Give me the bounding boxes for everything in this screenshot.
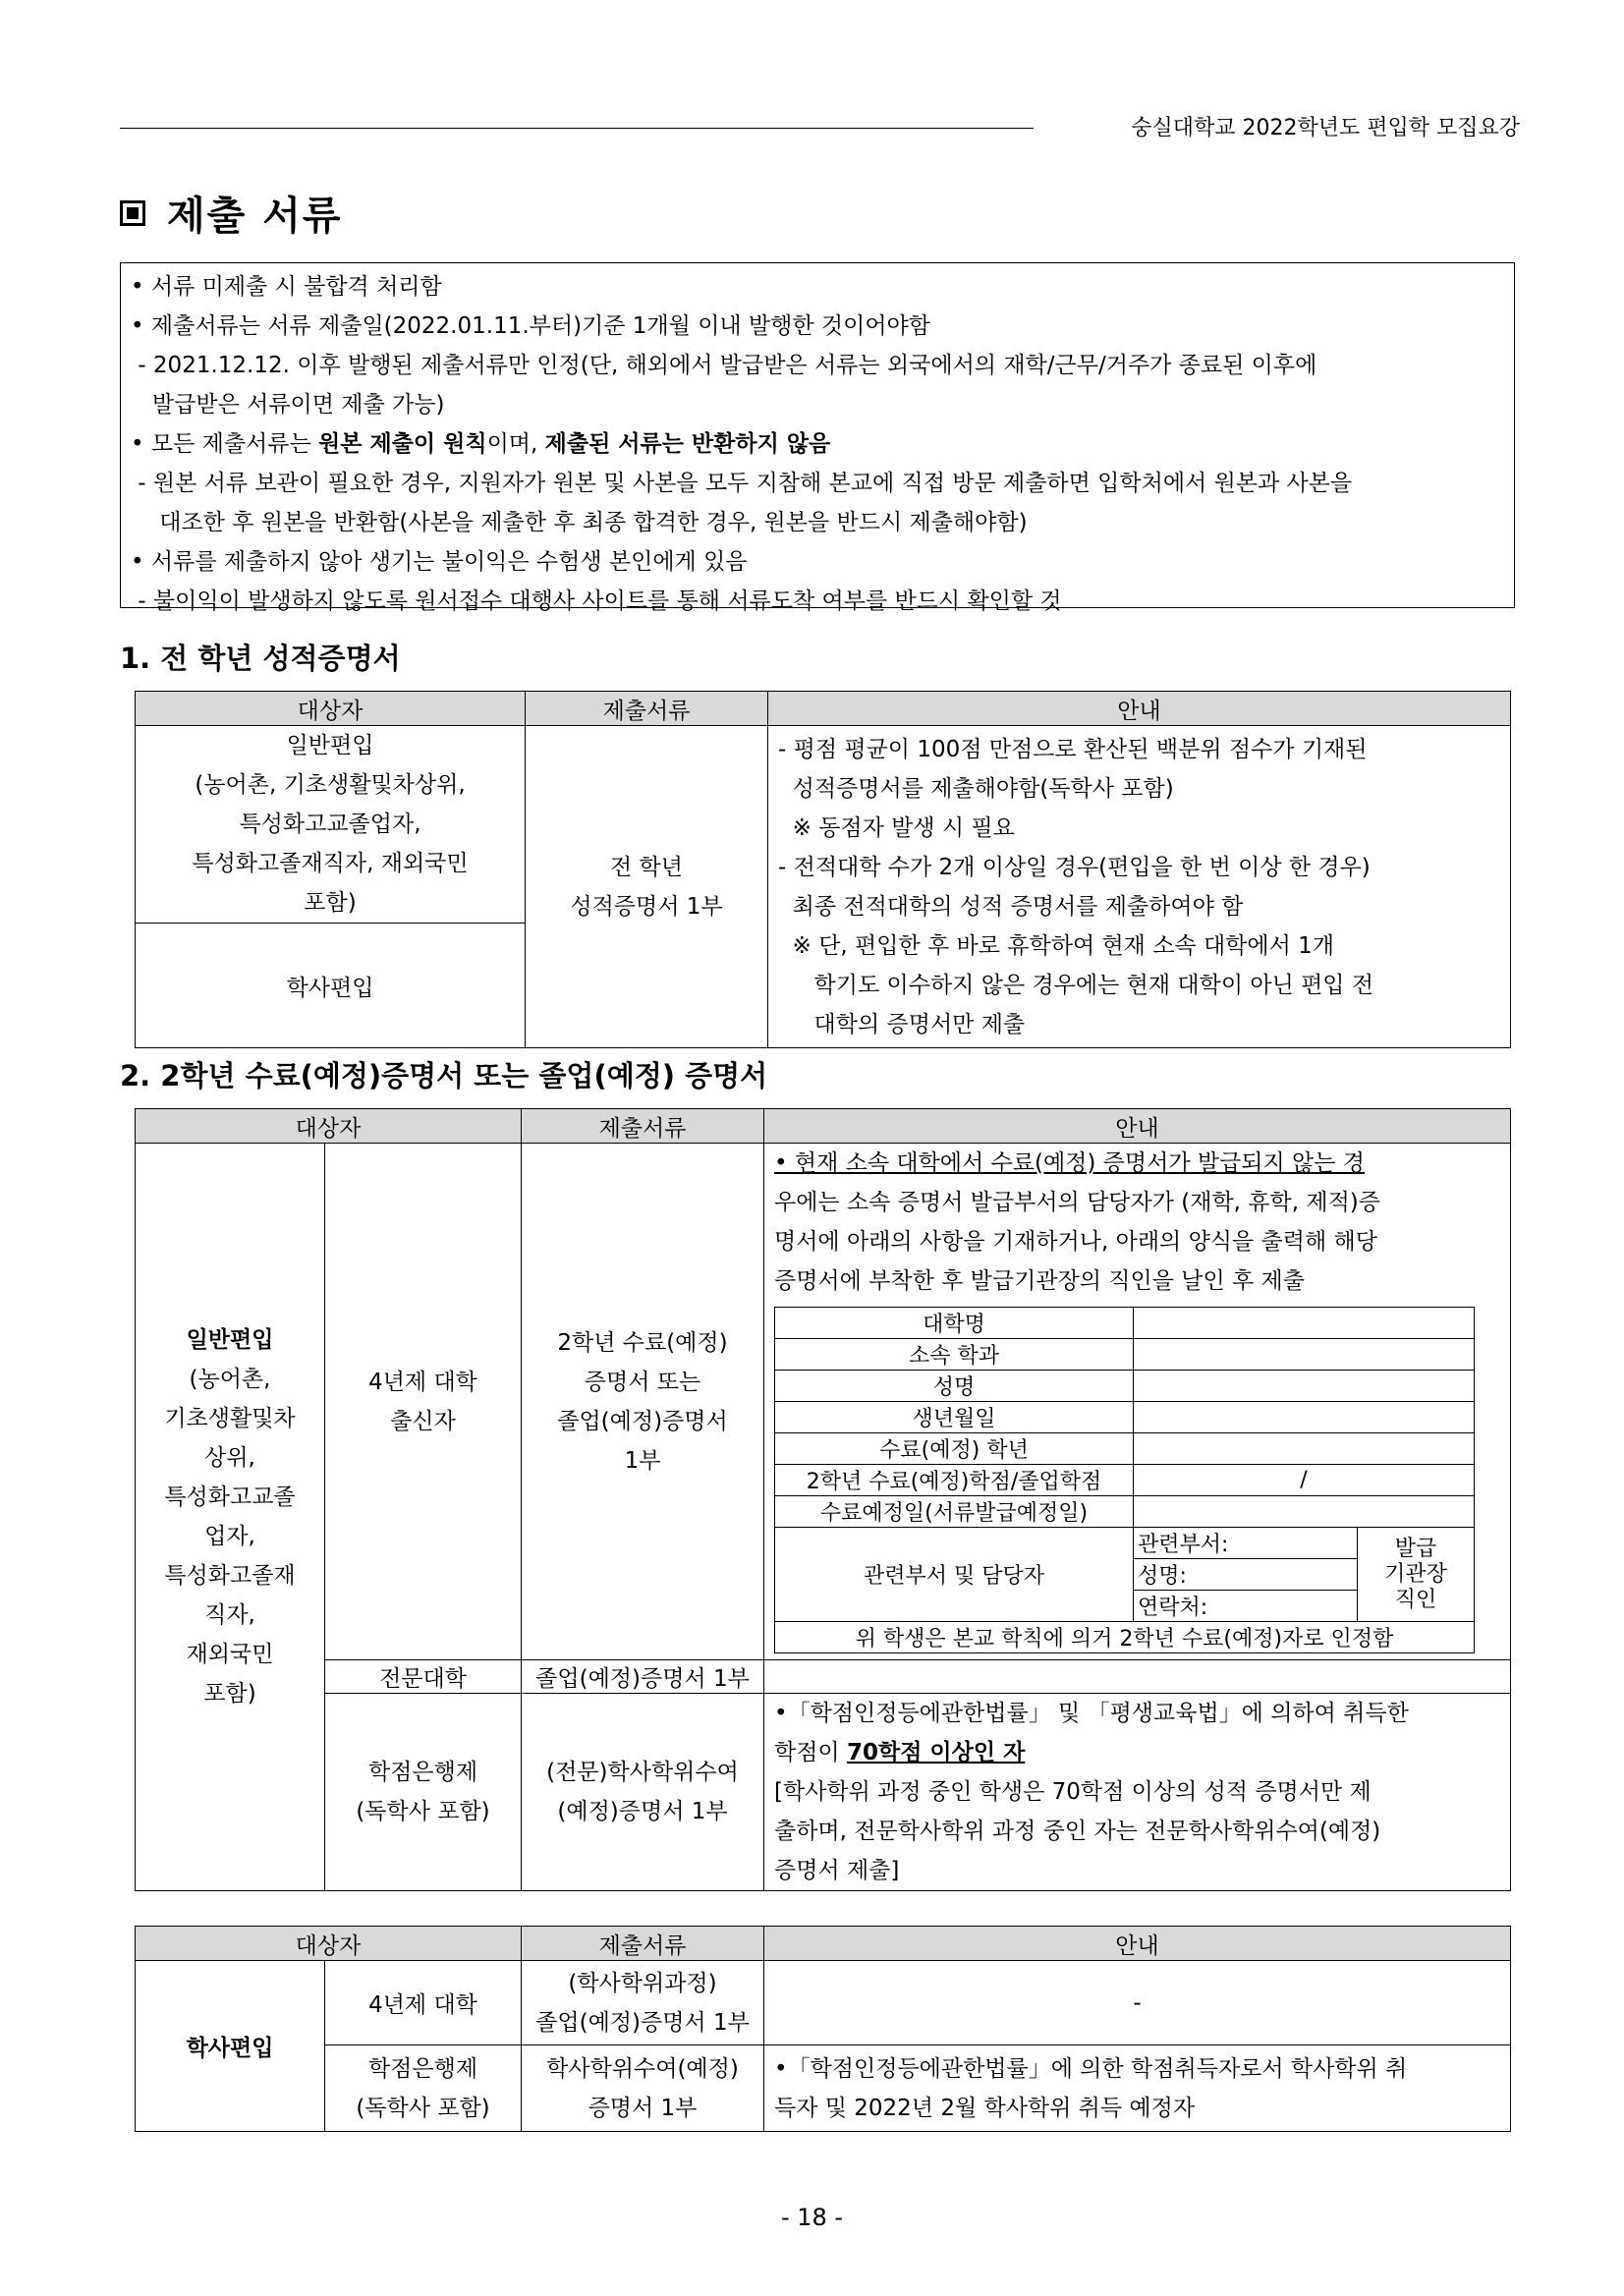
guide-cell: [764, 1660, 1511, 1694]
type-junior-college: 전문대학: [325, 1660, 522, 1694]
notice-line: • 서류를 제출하지 않아 생기는 불이익은 수험생 본인에게 있음: [131, 549, 748, 575]
form-value: [1134, 1402, 1475, 1433]
table-header: 안내: [768, 692, 1511, 726]
form-label: 수료예정일(서류발급예정일): [775, 1496, 1134, 1528]
target-general: 일반편입 (농어촌, 기초생활및차 상위, 특성화고교졸 업자, 특성화고졸재 직자, 재외국민 포함): [136, 1144, 325, 1891]
seal-cell: 발급 기관장 직인: [1358, 1528, 1475, 1622]
notice-text: 이며,: [486, 431, 545, 457]
bachelor-transfer-table: [135, 1926, 1511, 2132]
form-label: 생년월일: [775, 1402, 1134, 1433]
form-value: [1134, 1339, 1475, 1371]
notice-box: [120, 262, 1515, 614]
required-document: 학사학위수여(예정) 증명서 1부: [522, 2045, 764, 2132]
table-header: 대상자: [136, 1109, 522, 1144]
form-label: 소속 학과: [775, 1339, 1134, 1371]
notice-bold-text: 원본 제출이 원칙: [318, 431, 487, 457]
form-field: 관련부서:: [1134, 1528, 1358, 1559]
table-header: 대상자: [136, 692, 526, 726]
notice-line: 대조한 후 원본을 반환함(사본을 제출한 후 최종 합격한 경우, 원본을 반드시 제출해야함): [131, 510, 1028, 535]
guide-cell: • 현재 소속 대학에서 수료(예정) 증명서가 발급되지 않는 경 우에는 소속 증명서 발급부서의 담당자가 (재학, 휴학, 제적)증 명서에 아래의 사항을 기재하거나, 아래의 양식을 출력해 해당 증명서에 부착한 후 발급기관장의 직인을 날인 후 제출 대학명 소속 학과 성명 생년월일 수료(예정) 학년 2학년 수료(예정)학점/졸업학점 / 수료예정일(서류발급예정일) 관련부서 및 담당자 관련부서: 발급 기관장 직인 성명: 연락처: 위 학생은 본교 학칙에 의거 2학년 수료(예정)자로 인정함: [764, 1144, 1511, 1660]
completion-certificate-table: [135, 1108, 1511, 1891]
guide-cell: •「학점인정등에관한법률」 및 「평생교육법」에 의하여 취득한 학점이 70학점 이상인 자 [학사학위 과정 중인 학생은 70학점 이상의 성적 증명서만 제 출하며, 전문학사학위 과정 중인 자는 전문학사학위수여(예정) 증명서 제출]: [764, 1694, 1511, 1891]
form-value: [1134, 1433, 1475, 1465]
form-label: 2학년 수료(예정)학점/졸업학점: [775, 1465, 1134, 1496]
certificate-form: [774, 1307, 1475, 1653]
square-bullet-icon: [120, 200, 145, 226]
subsection-title-2: 2. 2학년 수료(예정)증명서 또는 졸업(예정) 증명서: [120, 1059, 768, 1092]
form-field: 성명:: [1134, 1559, 1358, 1591]
table-header: 대상자: [136, 1927, 522, 1961]
section-title-text: 제출 서류: [167, 194, 343, 239]
header-rule: [120, 128, 1034, 129]
type-credit-bank: 학점은행제 (독학사 포함): [325, 2045, 522, 2132]
guide-cell: - 평점 평균이 100점 만점으로 환산된 백분위 점수가 기재된 성적증명서를 제출해야함(독학사 포함) ※ 동점자 발생 시 필요 - 전적대학 수가 2개 이상일 경우(편입을 한 번 이상 한 경우) 최종 전적대학의 성적 증명서를 제출하여야 함 ※ 단, 편입한 후 바로 휴학하여 현재 소속 대학에서 1개 학기도 이수하지 않은 경우에는 현재 대학이 아닌 편입 전 대학의 증명서만 제출: [768, 726, 1511, 1048]
transcript-table: [135, 691, 1511, 1048]
guide-cell: -: [764, 1961, 1511, 2045]
type-4year: 4년제 대학: [325, 1961, 522, 2045]
notice-line: - 불이익이 발생하지 않도록 원서접수 대행사 사이트를 통해 서류도착 여부를 반드시 확인할 것: [131, 588, 1062, 614]
target-bachelor: 학사편입: [136, 924, 526, 1048]
notice-line: - 원본 서류 보관이 필요한 경우, 지원자가 원본 및 사본을 모두 지참해 본교에 직접 방문 제출하면 입학처에서 원본과 사본을: [131, 471, 1353, 496]
notice-bold-text: 제출된 서류는 반환하지 않음: [544, 431, 831, 457]
table-header: 안내: [764, 1109, 1511, 1144]
table-header: 제출서류: [522, 1109, 764, 1144]
target-bachelor: 학사편입: [136, 1961, 325, 2132]
notice-line: - 2021.12.12. 이후 발행된 제출서류만 인정(단, 해외에서 발급받은 서류는 외국에서의 재학/근무/거주가 종료된 이후에: [131, 353, 1317, 378]
required-document: 전 학년 성적증명서 1부: [526, 726, 768, 1048]
required-document: (학사학위과정) 졸업(예정)증명서 1부: [522, 1961, 764, 2045]
notice-line: • 서류 미제출 시 불합격 처리함: [131, 274, 442, 300]
form-label: 대학명: [775, 1308, 1134, 1339]
form-footer: 위 학생은 본교 학칙에 의거 2학년 수료(예정)자로 인정함: [775, 1622, 1475, 1653]
required-document: 2학년 수료(예정) 증명서 또는 졸업(예정)증명서 1부: [522, 1144, 764, 1660]
target-general: 일반편입 (농어촌, 기초생활및차상위, 특성화고교졸업자, 특성화고졸재직자, 재외국민 포함): [136, 726, 526, 924]
form-label: 수료(예정) 학년: [775, 1433, 1134, 1465]
table-header: 제출서류: [526, 692, 768, 726]
form-field: 연락처:: [1134, 1591, 1358, 1622]
required-document: (전문)학사학위수여 (예정)증명서 1부: [522, 1694, 764, 1891]
type-credit-bank: 학점은행제 (독학사 포함): [325, 1694, 522, 1891]
required-document: 졸업(예정)증명서 1부: [522, 1660, 764, 1694]
notice-text: • 모든 제출서류는: [131, 431, 319, 457]
subsection-title-1: 1. 전 학년 성적증명서: [120, 642, 401, 675]
notice-line: • 제출서류는 서류 제출일(2022.01.11.부터)기준 1개월 이내 발행한 것이어야함: [131, 313, 930, 339]
form-value: [1134, 1496, 1475, 1528]
type-4year: 4년제 대학 출신자: [325, 1144, 522, 1660]
table-header: 제출서류: [522, 1927, 764, 1961]
section-title: [120, 185, 343, 241]
table-header: 안내: [764, 1927, 1511, 1961]
form-value: /: [1134, 1465, 1475, 1496]
form-label: 성명: [775, 1371, 1134, 1402]
form-label: 관련부서 및 담당자: [775, 1528, 1134, 1622]
notice-line: 발급받은 서류이면 제출 가능): [131, 392, 445, 418]
page-number: - 18 -: [780, 2204, 844, 2231]
notice-line: [131, 424, 1504, 464]
form-value: [1134, 1308, 1475, 1339]
guide-cell: •「학점인정등에관한법률」에 의한 학점취득자로서 학사학위 취 득자 및 2022년 2월 학사학위 취득 예정자: [764, 2045, 1511, 2132]
page-header: 숭실대학교 2022학년도 편입학 모집요강: [1131, 116, 1520, 140]
form-value: [1134, 1371, 1475, 1402]
